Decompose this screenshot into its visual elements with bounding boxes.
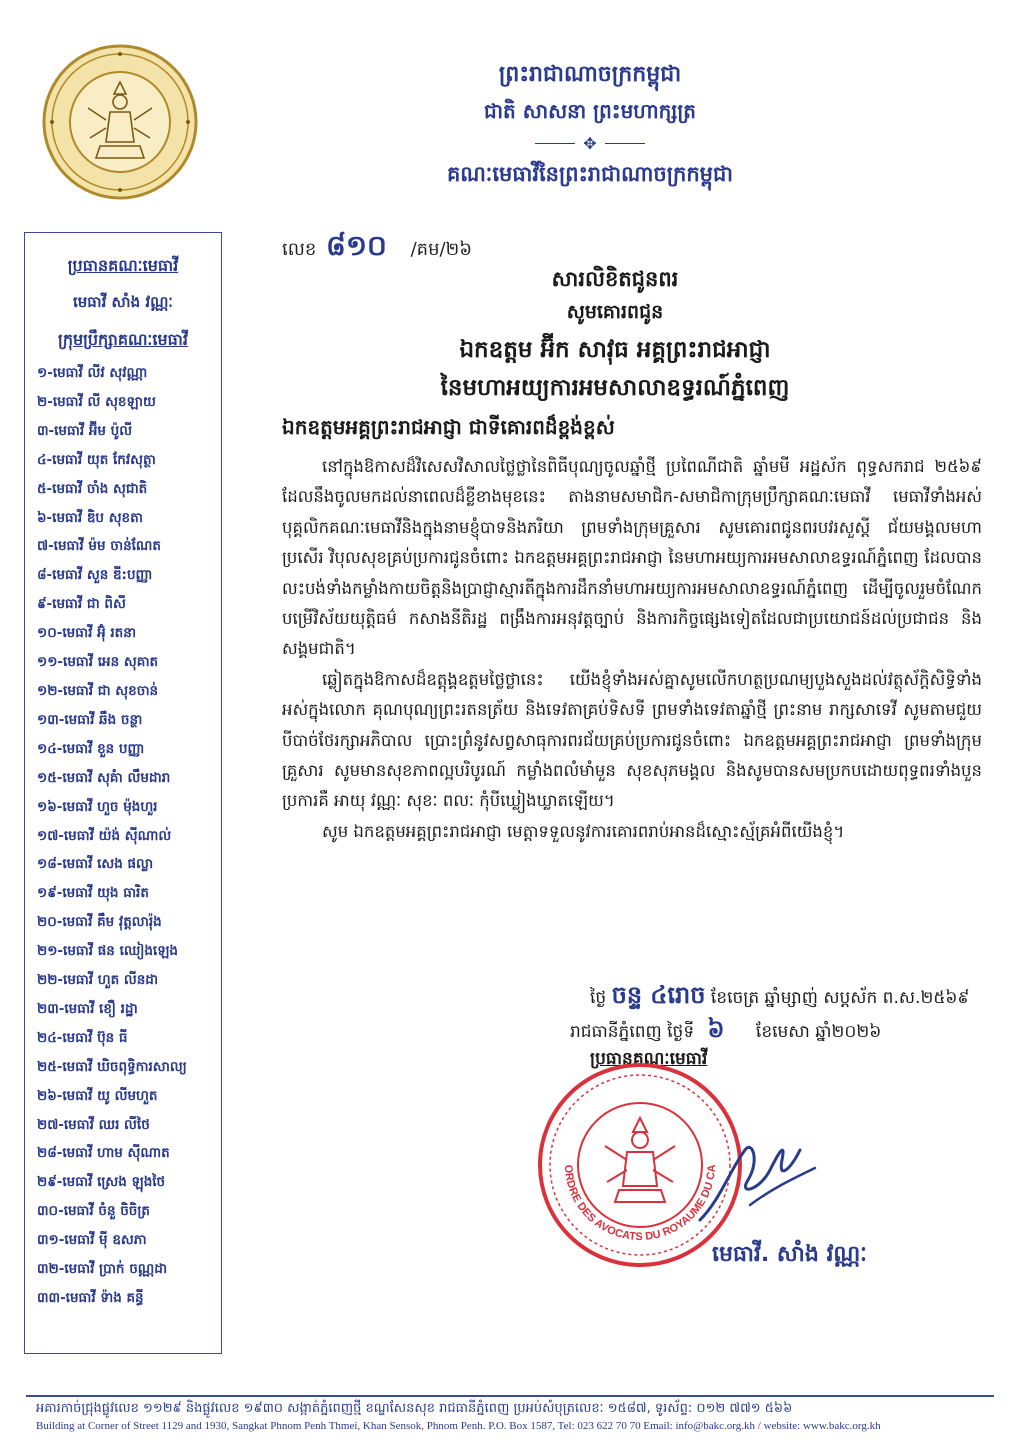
council-member-item: ២៩-មេធាវី ស្រេង ឡុងថៃ: [37, 1174, 166, 1191]
council-member-item: ១៩-មេធាវី យុង ធារិត: [37, 885, 149, 902]
footer-divider: [26, 1395, 994, 1397]
handwritten-signature: [690, 1110, 820, 1230]
council-member-item: ៧-មេធាវី ម៉ម ចាន់ណែត: [37, 538, 161, 555]
footer-address-english: Building at Corner of Street 1129 and 1930, Sangkat Phnom Penh Thmei, Khan Sensok, Phnom Penh. P.O. Box 1587, Tel: 023 622 70 70 Email: info@bakc.org.kh / website: www.bakc.org.kh: [36, 1420, 881, 1432]
council-member-item: ១៣-មេធាវី ឆឹង ចន្ថា: [37, 711, 143, 728]
council-member-item: ២៤-មេធាវី ប៊ុន ធី: [37, 1029, 128, 1046]
council-member-item: ១៦-មេធាវី ហួច ម៉ុងហួរ: [37, 798, 158, 815]
body-paragraph-3: សូម ឯកឧត្តមអគ្គព្រះរាជអាជ្ញា មេត្តាទទួលនូវការគោរពរាប់អានដ៏ស្មោះស្ម័គ្រអំពីយើងខ្ញុំ។: [322, 821, 845, 841]
signer-role: ប្រធានគណៈមេធាវី: [590, 1049, 708, 1069]
council-member-item: ៣២-មេធាវី ប្រាក់ ចណ្ណដា: [37, 1261, 168, 1278]
council-member-item: ១៤-មេធាវី ខួន បញ្ញា: [37, 740, 145, 757]
salutation: ឯកឧត្តមអគ្គព្រះរាជអាជ្ញា ជាទីគោរពដ៏ខ្ពង់ខ្ពស់: [282, 415, 615, 439]
lunar-date-prefix: ថ្ងៃ: [590, 988, 607, 1008]
solar-date-rest: ខែមេសា ឆ្នាំ២០២៦: [755, 1022, 882, 1042]
council-member-item: ១៧-មេធាវី យ៉ង់ ស៊ីណាល់: [37, 827, 172, 844]
footer-address-khmer: អគារកាច់ជ្រុងផ្លូវលេខ ១១២៩ និងផ្លូវលេខ ១៩៣០ សង្កាត់ភ្នំពេញថ្មី ខណ្ឌសែនសុខ រាជធានីភ្នំពេញ ប្រអប់សំបុត្រលេខៈ ១៥៨៧, ទូរស័ព្ទ: ០១២ ៧៧១ ៥៦៦: [36, 1401, 793, 1416]
sidebar-members-title: ក្រុមប្រឹក្សាគណៈមេធាវី: [58, 330, 188, 349]
respectfully-to: សូមគោរពជូន: [566, 301, 664, 323]
council-member-item: ១៥-មេធាវី សុគំា លឹមដារា: [37, 769, 171, 786]
council-member-item: ២៣-មេធាវី ខឿ រដ្ឋា: [37, 1000, 138, 1017]
reference-line: [282, 228, 472, 269]
body-paragraph-2: ឆ្លៀតក្នុងឱកាសដ៏ឧត្តុង្គឧត្តមថ្លៃថ្លានេះ យើងខ្ញុំទាំងអស់គ្នាសូមលើកហត្ថប្រណម្យបួងសួងដល់វត្ថុស័ក្តិសិទ្ធិទាំងអស់ក្នុងលោក គុណបុណ្យព្រះរតនត្រ័យ និងទេវតាគ្រប់ទិសទី ព្រមទាំងទេវតាឆ្នាំថ្មី ព្រះនាម រាក្សសាទេវី សូមតាមជួយបីបាច់ថែរក្សាអភិបាល ប្រោះព្រំនូវសព្វសាធុការពរជ័យគ្រប់ប្រការជូនចំពោះ ឯកឧត្តមអគ្គព្រះរាជអាជ្ញា ព្រមទាំងក្រុមគ្រួសារ សូមមានសុខភាពល្អបរិបូរណ៍ កម្លាំងពលំមាំមួន សុខសុភមង្គល និងសូមបានសមប្រកបដោយពុទ្ធពរទាំងបួនប្រការគឺ អាយុ វណ្ណៈ សុខៈ ពលៈ កុំបីឃ្លៀងឃ្លាតឡើយ។: [282, 669, 982, 811]
national-motto: ជាតិ សាសនា ព្រះមហាក្សត្រ: [484, 99, 696, 123]
council-member-item: ៥-មេធាវី ចាំង សុជាតិ: [37, 480, 148, 497]
seal-text: ORDRE DES AVOCATS DU ROYAUME DU CA: [561, 1164, 719, 1244]
council-member-item: ២១-មេធាវី ផន ឈៀងឡេង: [37, 943, 178, 960]
recipient-name: ឯកឧត្តម អ៊ីក សាវុធ អគ្គព្រះរាជអាជ្ញា: [459, 337, 771, 363]
body-paragraph-1: នៅក្នុងឱកាសដ៏វិសេសវិសាលថ្លៃថ្លានៃពិធីបុណ្យចូលឆ្នាំថ្មី ប្រពៃណីជាតិ ឆ្នាំមមី អដ្ឋស័ក ពុទ្ធសករាជ ២៥៦៩ ដែលនឹងចូលមកដល់នាពេលដ៏ខ្លីខាងមុខនេះ តាងនាមសមាជិក-សមាជិកាក្រុមប្រឹក្សាគណៈមេធាវី មេធាវីទាំងអស់ បុគ្គលិកគណៈមេធាវីនិងក្នុងនាមខ្ញុំបាទនិងភរិយា ព្រមទាំងក្រុមគ្រួសារ សូមគោរពជូនពរបវរសួស្តី ជ័យមង្គលមហាប្រសើរ វិបុលសុខគ្រប់ប្រការជូនចំពោះ ឯកឧត្តមអគ្គព្រះរាជអាជ្ញា នៃមហាអយ្យការអមសាលាឧទ្ធរណ៍ភ្នំពេញ ដែលបានលះបង់ទាំងកម្លាំងកាយចិត្តនិងប្រាជ្ញាស្មារតីក្នុងការដឹកនាំមហាអយ្យការអមសាលាឧទ្ធរណ៍ភ្នំពេញ ដើម្បីចូលរួមចំណែកបម្រើវិស័យយុត្តិធម៌ កសាងនីតិរដ្ឋ ពង្រឹងការអនុវត្តច្បាប់ និងការកិច្ចផ្សេងទៀតដែលជាប្រយោជន៍ដល់ប្រជាជន និងសង្គមជាតិ។: [282, 457, 982, 659]
council-member-item: ២០-មេធាវី គឹម វុត្តលារ៉ុង: [37, 914, 162, 931]
ornament-icon: ✥: [583, 134, 597, 153]
council-member-item: ៨-មេធាវី សួន ឌី:បញ្ញា: [37, 567, 153, 584]
member-list: [25, 359, 221, 1313]
bar-association-seal-logo: [40, 42, 200, 202]
council-member-item: ២-មេធាវី លី សុខឡាយ: [37, 393, 156, 410]
solar-date-prefix: រាជធានីភ្នំពេញ ថ្ងៃទី: [570, 1022, 695, 1042]
council-member-item: ២៥-មេធាវី ឃិចពុទ្ធិការសាល្យ: [37, 1058, 187, 1075]
sidebar-chair-title: ប្រធានគណៈមេធាវី: [67, 256, 179, 275]
council-member-item: ១០-មេធាវី អ៊ុំ រតនា: [37, 625, 137, 642]
sidebar-chair-name: មេធាវី សាំង វណ្ណៈ: [73, 293, 173, 311]
reference-prefix: លេខ: [282, 239, 317, 260]
recipient-office: នៃមហាអយ្យការអមសាលាឧទ្ធរណ៍ភ្នំពេញ: [440, 375, 790, 401]
council-member-item: ៣-មេធាវី អ៊ីម ប៉ូលី: [37, 422, 133, 439]
council-member-item: ៣៣-មេធាវី ទ៉ាង គន្ធី: [37, 1290, 144, 1306]
council-member-item: ១១-មេធាវី អេន សុគាត: [37, 654, 159, 671]
signer-name: មេធាវី. សាំង វណ្ណៈ: [712, 1242, 867, 1267]
solar-day: ៦: [707, 1015, 725, 1043]
council-member-item: ១២-មេធាវី ជា សុខចាន់: [37, 682, 159, 699]
letterhead: [380, 60, 800, 189]
council-member-item: ១-មេធាវី លីវ សុវណ្ណា: [37, 365, 148, 381]
reference-suffix: /គម/២៦: [410, 239, 472, 260]
council-member-item: ២៧-មេធាវី ឈរ លីថៃ: [37, 1116, 150, 1133]
solar-date: [570, 1014, 881, 1049]
council-member-item: ១៨-មេធាវី សេង ផល្លា: [37, 856, 154, 873]
council-member-item: ២៦-មេធាវី យូ លីមហួត: [37, 1087, 158, 1104]
lunar-date: [590, 980, 969, 1015]
header-divider: [380, 134, 800, 153]
council-member-item: ៤-មេធាវី យុត កែវសុត្ថា: [37, 451, 156, 468]
council-sidebar: [24, 232, 222, 1354]
council-member-item: ២៨-មេធាវី ហាម ស៊ីណាត: [37, 1145, 170, 1162]
council-member-item: ៣១-មេធាវី ម៉ី ឧសភា: [37, 1232, 147, 1249]
organization-name: គណៈមេធាវីនៃព្រះរាជាណាចក្រកម្ពុជា: [446, 162, 734, 186]
council-member-item: ៣០-មេធាវី ចំនួ ចិចិត្រ: [37, 1203, 150, 1220]
reference-number: ៨១០: [326, 229, 387, 262]
council-member-item: ៩-មេធាវី ជា ពិសី: [37, 596, 126, 613]
lunar-date-rest: ខែចេត្រ ឆ្នាំម្សាញ់ សប្តស័ក ព.ស.២៥៦៩: [710, 988, 970, 1008]
lunar-day: ចន្ទ ៤រោច: [611, 981, 706, 1009]
kingdom-title: ព្រះរាជាណាចក្រកម្ពុជា: [498, 62, 682, 87]
council-member-item: ២២-មេធាវី ហួត លីនដា: [37, 972, 159, 989]
letter-title: សារលិខិតជូនពរ: [551, 267, 679, 291]
council-member-item: ៦-មេធាវី ឌិប សុខតា: [37, 509, 143, 526]
letter-body: [282, 452, 982, 847]
